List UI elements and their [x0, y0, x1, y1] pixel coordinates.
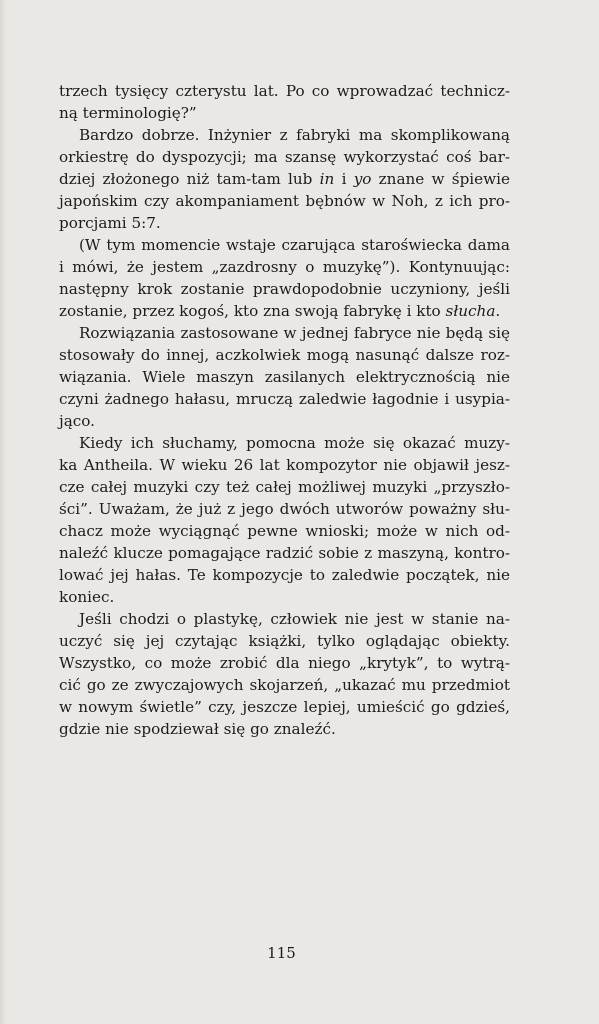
text-line: gdzie nie spodziewał się go znaleźć. [59, 720, 336, 738]
page-edge-shadow [0, 0, 6, 1024]
text-line: (W tym momencie wstaje czarująca staroświecka dama [79, 236, 510, 254]
text-line: Wszystko, co może zrobić dla niego „krytyk”, to wytrą- [59, 654, 510, 672]
text-line: ka Antheila. W wieku 26 lat kompozytor nie objawił jesz- [59, 456, 510, 474]
text-line: japońskim czy akompaniament bębnów w Noh, z ich pro- [59, 192, 510, 210]
text-line: dziej złożonego niż tam-tam lub in i yo znane w śpiewie [59, 170, 511, 188]
text-line: Rozwiązania zastosowane w jednej fabryce nie będą się [79, 324, 510, 342]
text-line: trzech tysięcy czterystu lat. Po co wprowadzać technicz- [59, 82, 510, 100]
page-number: 115 [267, 944, 296, 962]
text-line: jąco. [59, 412, 95, 430]
text-line: Bardzo dobrze. Inżynier z fabryki ma skomplikowaną [79, 126, 510, 144]
text-line: porcjami 5:7. [59, 214, 161, 232]
text-line: i mówi, że jestem „zazdrosny o muzykę”). Kontynuując: [59, 258, 510, 276]
text-line: uczyć się jej czytając książki, tylko oglądając obiekty. [59, 632, 510, 650]
text-line: Jeśli chodzi o plastykę, człowiek nie jest w stanie na- [79, 610, 510, 628]
text-line: lować jej hałas. Te kompozycje to zaledwie początek, nie [59, 566, 510, 584]
text-line: naleźć klucze pomagające radzić sobie z maszyną, kontro- [59, 544, 510, 562]
text-line: wiązania. Wiele maszyn zasilanych elektrycznością nie [59, 368, 510, 386]
text-line: czyni żadnego hałasu, mruczą zaledwie łagodnie i usypia- [59, 390, 510, 408]
text-line: chacz może wyciągnąć pewne wnioski; może w nich od- [59, 522, 510, 540]
text-line: cić go ze zwyczajowych skojarzeń, „ukazać mu przedmiot [59, 676, 510, 694]
text-line: Kiedy ich słuchamy, pomocna może się okazać muzy- [79, 434, 510, 452]
text-line: cze całej muzyki czy też całej możliwej muzyki „przyszło- [59, 478, 510, 496]
text-line: koniec. [59, 588, 115, 606]
text-line: w nowym świetle” czy, jeszcze lepiej, umieścić go gdzieś, [59, 698, 510, 716]
text-line: stosowały do innej, aczkolwiek mogą nasunąć dalsze roz- [59, 346, 510, 364]
text-line: ną terminologię?” [59, 104, 197, 122]
text-line: ści”. Uważam, że już z jego dwóch utworów poważny słu- [59, 500, 510, 518]
text-line: następny krok zostanie prawdopodobnie uczyniony, jeśli [59, 280, 510, 298]
body-text [59, 80, 510, 740]
text-line: orkiestrę do dyspozycji; ma szansę wykorzystać coś bar- [59, 148, 510, 166]
text-line: zostanie, przez kogoś, kto zna swoją fabrykę i kto słucha. [59, 302, 501, 320]
